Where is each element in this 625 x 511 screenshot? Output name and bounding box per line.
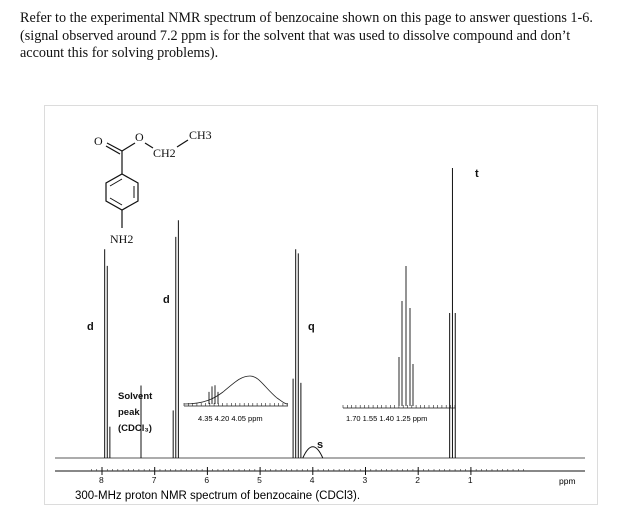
inset-quartet-curve: [184, 376, 288, 404]
peak-triplet: [450, 168, 456, 458]
inset-triplet-lines: [399, 266, 413, 406]
carbonyl-o-label: O: [94, 134, 103, 148]
peak-label-d-aromatic-2: d: [163, 294, 170, 306]
solvent-label-line-3: (CDCl₃): [118, 423, 152, 434]
x-tick-label-5: 5: [257, 475, 262, 485]
peak-label-q: q: [308, 321, 315, 333]
peak-label-s: s: [317, 439, 324, 451]
inset-quartet-ticks: [184, 403, 287, 406]
inset-quartet-expansion: [184, 376, 288, 423]
inset-triplet-ticks: [343, 405, 455, 408]
chart-caption: 300-MHz proton NMR spectrum of benzocaine (CDCl3).: [75, 490, 361, 502]
nmr-spectrum-chart: [45, 106, 599, 506]
carbonyl-bond-a: [107, 143, 122, 151]
inset-quartet-tick-labels: 4.35 4.20 4.05 ppm: [198, 414, 263, 423]
solvent-label: [118, 391, 153, 434]
x-tick-label-2: 2: [415, 475, 420, 485]
peak-quartet: [293, 249, 301, 458]
peak-labels: [87, 168, 479, 451]
x-tick-label-7: 7: [151, 475, 157, 485]
inset-triplet-expansion: [343, 266, 455, 423]
carbonyl-bond-b: [106, 146, 120, 154]
x-tick-label-4: 4: [309, 475, 315, 485]
inset-triplet-tick-labels: 1.70 1.55 1.40 1.25 ppm: [346, 414, 428, 423]
x-tick-label-6: 6: [204, 475, 210, 485]
ester-o-label: O: [135, 130, 144, 144]
solvent-label-line-1: Solvent: [118, 391, 153, 402]
nh2-label: NH2: [110, 232, 134, 246]
instructions-text: Refer to the experimental NMR spectrum of benzocaine shown on this page to answer questions 1-6. (signal observed around 7.2 ppm is for the solvent that was used to dissolve compound and don’t account this for solving problems).: [20, 10, 593, 61]
o-ch2-bond: [145, 143, 153, 148]
ch2-ch3-bond: [177, 140, 188, 147]
major-ticks: [99, 467, 473, 485]
x-tick-label-8: 8: [99, 475, 104, 485]
x-unit-label: ppm: [559, 476, 576, 486]
inset-quartet-lines: [209, 385, 218, 404]
peak-doublet-7-9: [105, 249, 110, 458]
benzocaine-structure: [106, 140, 188, 228]
peak-label-d-aromatic-1: d: [87, 321, 94, 333]
ch2-label: CH2: [153, 146, 176, 160]
x-tick-label-1: 1: [467, 475, 473, 485]
ch3-label: CH3: [189, 128, 212, 142]
nmr-figure: [44, 105, 598, 505]
peak-doublet-6-6: [173, 220, 178, 458]
ester-o-bond: [122, 143, 135, 151]
solvent-label-line-2: peak: [118, 407, 140, 418]
x-tick-label-3: 3: [362, 475, 368, 485]
peak-label-t: t: [475, 168, 479, 180]
